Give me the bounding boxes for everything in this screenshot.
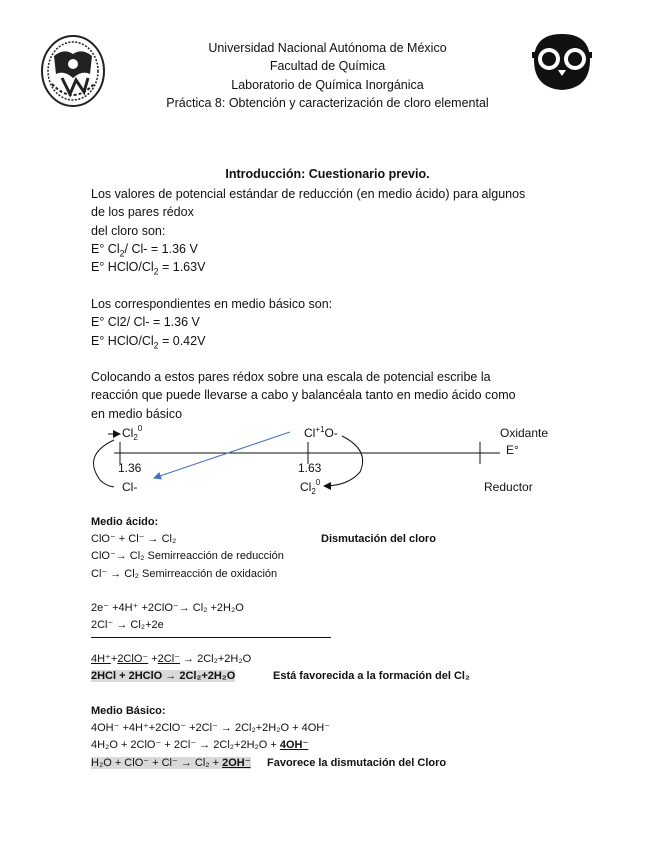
intro-title: Introducción: Cuestionario previo.	[225, 167, 430, 181]
electron-transfer-arrow	[154, 432, 290, 478]
basic-reaction-2: 4H₂O + 2ClO⁻ + 2Cl⁻ → 2Cl₂+2H₂O + 4OH⁻	[91, 739, 309, 752]
acid-potential-2: E° HClO/$Cl_2 = 1.63V$	[91, 260, 206, 277]
acid-final-note: Está favorecida a la formación del Cl₂	[273, 670, 470, 683]
header-university: Universidad Nacional Autónoma de México	[208, 41, 447, 55]
document-header	[140, 39, 515, 112]
basic-potential-2: E° HClO/$Cl_2 = 0.42V$	[91, 333, 206, 351]
header-practice: Práctica 8: Obtención y caracterización de cloro elemental	[166, 95, 489, 110]
acid-sum-reaction: 4H⁺+2ClO⁻ +2Cl⁻ → 2Cl₂+2H₂O	[91, 653, 252, 665]
acid-title: Medio ácido:	[91, 516, 159, 528]
acid-half-oxidation: 2Cl⁻ → Cl₂+2e	[91, 619, 164, 632]
acid-reaction-1: ClO⁻ + Cl⁻ → Cl₂ Dismutación del cloro	[91, 531, 284, 548]
dismutation-label: Dismutación del cloro	[321, 533, 436, 546]
label-1-63: 1.63	[298, 461, 322, 475]
label-cl2-top: $Cl_2^0$	[122, 424, 143, 442]
acid-final-reaction: 2HCl + 2HClO → 2Cl₂+2H₂O Está favorecida a la formación del Cl₂	[91, 668, 251, 685]
acid-sum	[91, 651, 470, 685]
label-cl2-bottom: $Cl_2^0$	[300, 478, 321, 496]
basic-section	[91, 703, 447, 772]
intro-paragraph-2: Colocando a estos pares rédox sobre una escala de potencial escribe la reacción que puede llevarse a cabo y balancéala tanto en medio ácido como en medio básico	[91, 370, 516, 421]
label-clo-top: $Cl^{+1}O-$	[304, 425, 338, 440]
label-reductor: Reductor	[484, 480, 533, 494]
label-cl-minus: Cl-	[122, 480, 138, 494]
acid-section	[91, 514, 436, 583]
basic-potentials: Los correspondientes en medio básico son: E° Cl2/ Cl- = 1.36 V E° HClO/$Cl_2 = 0.42V$	[91, 297, 333, 351]
acid-reaction-2: ClO⁻→ Cl₂ Semirreacción de reducción	[91, 550, 284, 563]
acid-half-reactions	[91, 600, 244, 634]
cycle-arrow-left	[94, 440, 114, 487]
fq-owl-logo	[530, 30, 594, 92]
unam-seal-logo	[40, 34, 106, 108]
cycle-arrow-right	[324, 436, 363, 486]
label-oxidante: Oxidante	[500, 426, 549, 440]
basic-final-note: Favorece la dismutación del Cloro	[267, 756, 447, 769]
header-faculty: Facultad de Química	[269, 59, 386, 74]
basic-potential-1: E° Cl2/ Cl- = 1.36 V	[91, 315, 200, 330]
acid-potential-1: E° $Cl_2/$ Cl- = 1.36 V	[91, 241, 198, 259]
potential-scale-diagram	[80, 420, 570, 502]
intro-paragraph-1: Los valores de potencial estándar de reducción (en medio ácido) para algunos de los pares rédox del cloro son: E° $Cl_2/$ Cl- = 1.36 V E° HClO/$Cl_2 = 1.63V$	[91, 187, 526, 277]
label-e-axis: E°	[506, 443, 519, 457]
basic-reaction-3: H₂O + ClO⁻ + Cl⁻ → Cl₂ + 2OH⁻ Favorece la dismutación del Cloro	[91, 755, 330, 772]
label-1-36: 1.36	[118, 461, 142, 475]
sum-divider	[91, 637, 331, 638]
basic-reaction-1: 4OH⁻ +4H⁺+2ClO⁻ +2Cl⁻ → 2Cl₂+2H₂O + 4OH⁻	[91, 722, 331, 735]
acid-half-reduction: 2e⁻ +4H⁺ +2ClO⁻→ Cl₂ +2H₂O	[91, 602, 244, 614]
acid-reaction-3: Cl⁻ → Cl₂ Semirreacción de oxidación	[91, 567, 278, 580]
header-lab: Laboratorio de Química Inorgánica	[231, 77, 424, 92]
basic-title: Medio Básico:	[91, 705, 166, 717]
